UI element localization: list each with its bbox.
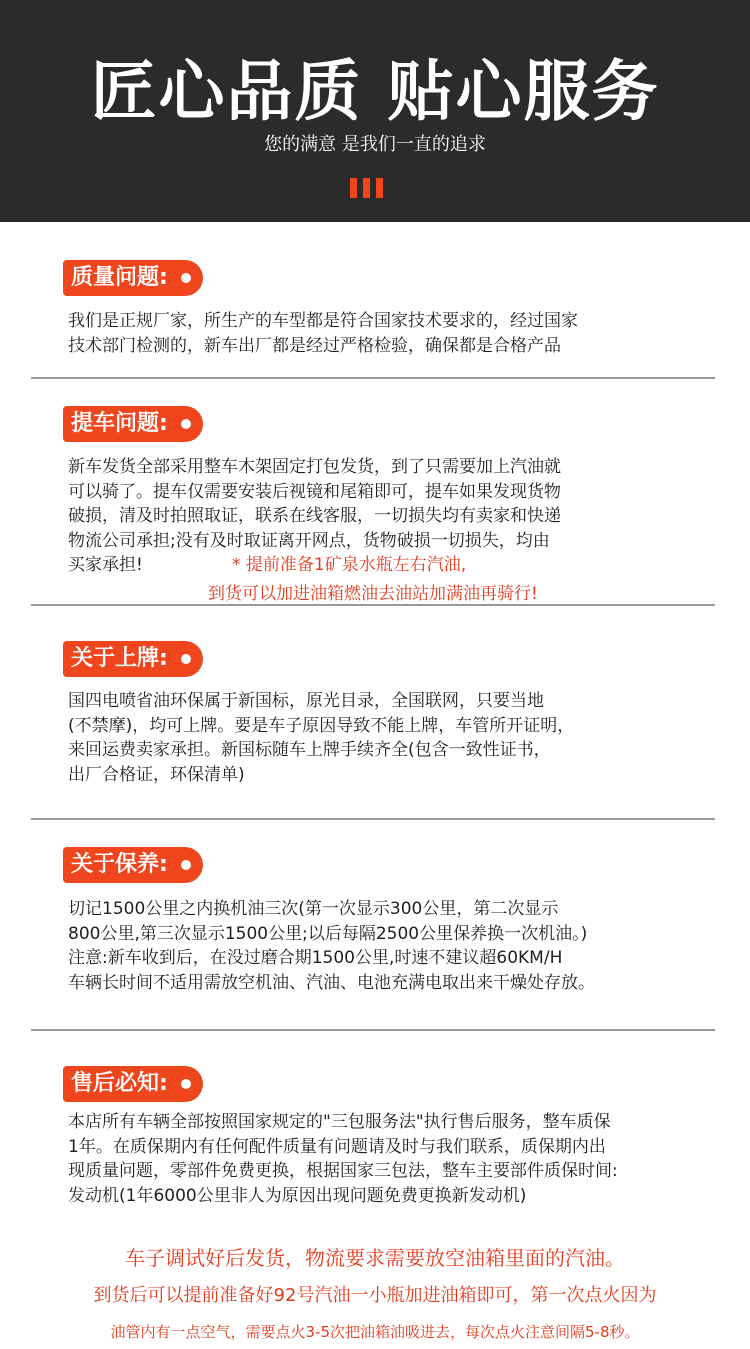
footer-line-1: 车子调试好后发货，物流要求需要放空油箱里面的汽油。	[125, 1246, 625, 1270]
pickup-note-2: 到货可以加进油箱燃油去油站加满油再骑行!	[208, 584, 538, 604]
decor-bars-icon	[350, 178, 384, 198]
text-line: 出厂合格证，环保清单)	[68, 764, 245, 785]
section-body-aftersales	[68, 1110, 708, 1208]
text-line: 买家承担!	[68, 555, 143, 575]
footer-line-2: 到货后可以提前准备好92号汽油一小瓶加进油箱即可，第一次点火因为	[93, 1285, 657, 1306]
text-line: (不禁摩)，均可上牌。要是车子原因导致不能上牌，车管所开证明，	[68, 715, 575, 736]
text-line: 本店所有车辆全部按照国家规定的"三包服务法"执行售后服务，整车质保	[68, 1112, 611, 1132]
section-tag-registration: 关于上牌:	[63, 641, 203, 677]
text-line: 来回运费卖家承担。新国标随车上牌手续齐全(包含一致性证书，	[68, 740, 551, 760]
divider	[31, 1029, 715, 1031]
text-line: 技术部门检测的，新车出厂都是经过严格检验，确保都是合格产品	[68, 335, 561, 356]
text-line: 车辆长时间不适用需放空机油、汽油、电池充满电取出来干燥处存放。	[68, 972, 595, 993]
section-tag-aftersales: 售后必知:	[63, 1066, 203, 1102]
text-line: 切记1500公里之内换机油三次(第一次显示300公里，第二次显示	[68, 899, 559, 919]
text-line: 现质量问题，零部件免费更换，根据国家三包法，整车主要部件质保时间:	[68, 1161, 618, 1181]
page-title: 匠心品质 贴心服务	[90, 53, 660, 130]
pickup-note-1: * 提前准备1矿泉水瓶左右汽油,	[232, 555, 467, 575]
header-banner	[0, 0, 750, 222]
section-tag-maintenance: 关于保养:	[63, 847, 203, 883]
text-line: 国四电喷省油环保属于新国标，原光目录，全国联网，只要当地	[68, 691, 544, 711]
text-line: 破损，清及时拍照取证，联系在线客服，一切损失均有卖家和快递	[68, 506, 561, 526]
text-line: 我们是正规厂家，所生产的车型都是符合国家技术要求的，经过国家	[68, 311, 578, 331]
section-body-maintenance	[68, 897, 708, 995]
section-tag-pickup: 提车问题:	[63, 406, 203, 442]
section-body-registration	[68, 689, 708, 787]
text-line: 1年。在质保期内有任何配件质量有问题请及时与我们联系，质保期内出	[68, 1136, 606, 1157]
text-line: 注意:新车收到后，在没过磨合期1500公里,时速不建议超60KM/H	[68, 948, 563, 968]
text-line: 物流公司承担;没有及时取证离开网点，货物破损一切损失，均由	[68, 530, 550, 551]
divider	[31, 604, 715, 606]
divider	[31, 377, 715, 379]
text-line: 新车发货全部采用整车木架固定打包发货，到了只需要加上汽油就	[68, 457, 561, 477]
section-body-quality	[68, 309, 708, 358]
text-line: 可以骑了。提车仅需要安装后视镜和尾箱即可，提车如果发现货物	[68, 481, 561, 502]
text-line: 800公里,第三次显示1500公里;以后每隔2500公里保养换一次机油。)	[68, 923, 588, 944]
section-tag-quality: 质量问题:	[63, 260, 203, 296]
page-subtitle: 您的满意 是我们一直的追求	[264, 134, 486, 155]
footer-line-3: 油管内有一点空气，需要点火3-5次把油箱油吸进去，每次点火注意间隔5-8秒。	[110, 1323, 640, 1341]
divider	[31, 818, 715, 820]
text-line: 发动机(1年6000公里非人为原因出现问题免费更换新发动机)	[68, 1185, 527, 1206]
